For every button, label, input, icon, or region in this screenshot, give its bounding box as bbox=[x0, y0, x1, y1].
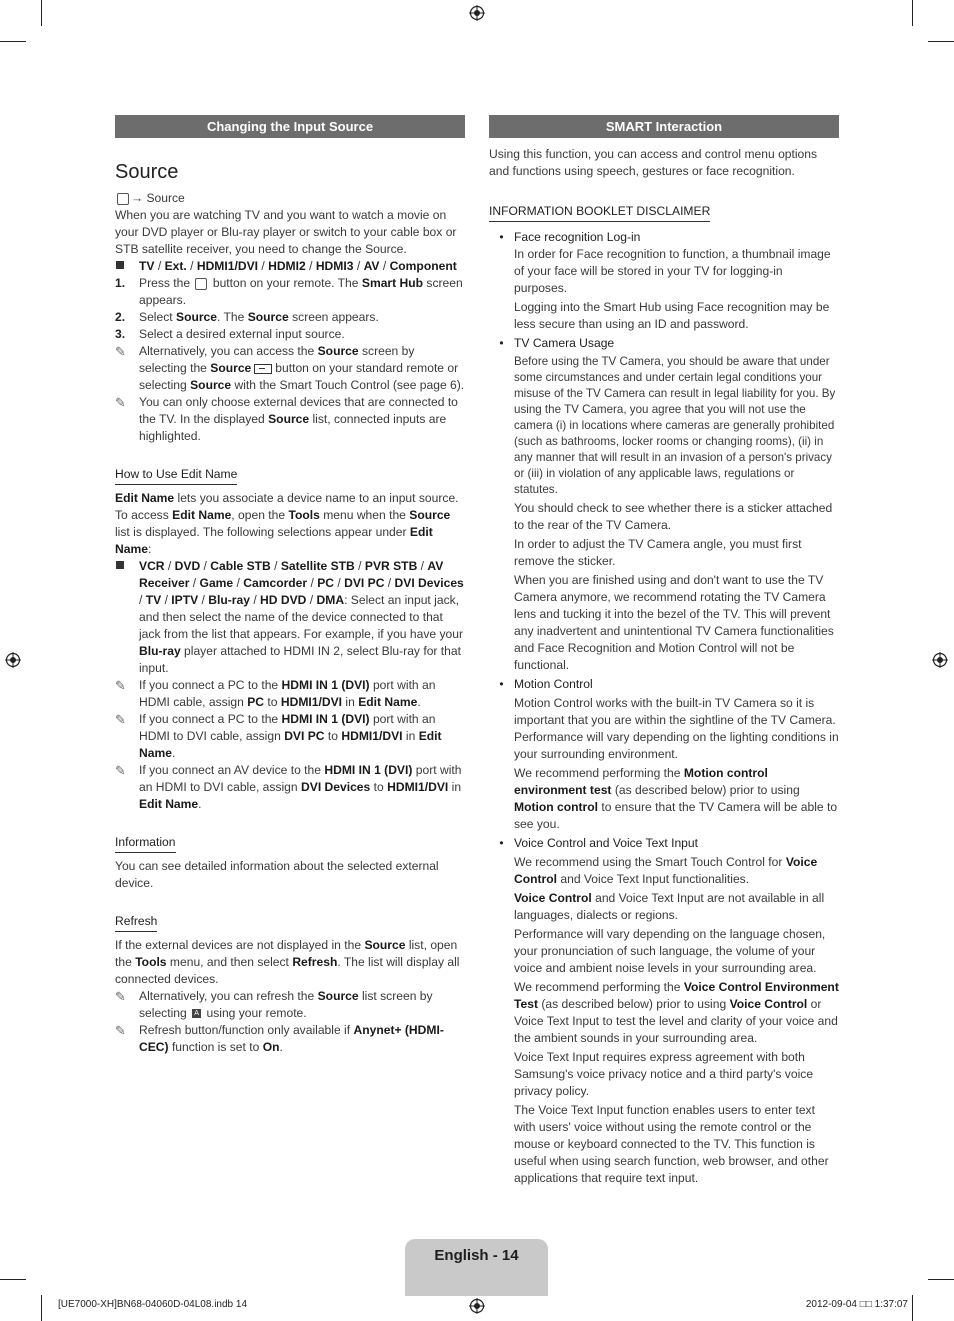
a-button-icon: A bbox=[192, 1009, 201, 1018]
bullet-face-recognition: • Face recognition Log-in bbox=[489, 229, 839, 246]
subheading-information: Information bbox=[115, 834, 176, 853]
note: ✎ Refresh button/function only available if Anynet+ (HDMI-CEC) function is set to On. bbox=[115, 1023, 444, 1054]
page-number-tab bbox=[405, 1239, 548, 1296]
intro-paragraph: Using this function, you can access and control menu options and functions using speech, gestures or face recognition. bbox=[489, 147, 818, 178]
subheading-refresh: Refresh bbox=[115, 913, 157, 932]
bullet-icon: • bbox=[499, 836, 504, 850]
bullet-icon: • bbox=[499, 230, 504, 244]
source-list bbox=[115, 258, 465, 275]
note: ✎ You can only choose external devices that are connected to the TV. In the displayed Source list, connected inputs are highlighted. bbox=[115, 395, 458, 443]
note-pencil-icon: ✎ bbox=[115, 678, 126, 693]
information-paragraph: You can see detailed information about the selected external device. bbox=[115, 859, 439, 890]
footer-timestamp: 2012-09-04 □□ 1:37:07 bbox=[805, 1299, 908, 1310]
note-pencil-icon: ✎ bbox=[115, 763, 126, 778]
note: ✎ Alternatively, you can refresh the Source list screen by selecting A using your remote. bbox=[115, 989, 433, 1020]
crop-mark bbox=[41, 1295, 42, 1321]
registration-mark-icon bbox=[932, 652, 948, 668]
bullet-icon: • bbox=[499, 677, 504, 691]
step-2: 2. Select Source. The Source screen appears. bbox=[115, 310, 379, 324]
crop-mark bbox=[41, 0, 42, 26]
left-column bbox=[115, 115, 465, 1056]
bullet-motion-control: • Motion Control bbox=[489, 676, 839, 693]
edit-name-paragraph: Edit Name lets you associate a device name to an input source. To access Edit Name, open the Tools menu when the Source list is displayed. The following selections appear under Edit Name: bbox=[115, 491, 459, 556]
intro-paragraph: When you are watching TV and you want to watch a movie on your DVD player or Blu-ray player or switch to your cable box or STB satellite receiver, you need to change the Source. bbox=[115, 208, 457, 256]
bullet-tv-camera: • TV Camera Usage bbox=[489, 335, 839, 352]
section-header-smart-interaction: SMART Interaction bbox=[489, 115, 839, 138]
square-bullet-icon bbox=[115, 258, 139, 275]
bullet-icon: • bbox=[499, 336, 504, 350]
subheading-disclaimer: INFORMATION BOOKLET DISCLAIMER bbox=[489, 203, 710, 222]
registration-mark-icon bbox=[469, 1298, 485, 1314]
note: ✎ If you connect a PC to the HDMI IN 1 (DVI) port with an HDMI cable, assign PC to HDMI1/DVI in Edit Name. bbox=[115, 678, 436, 709]
note: ✎ If you connect a PC to the HDMI IN 1 (DVI) port with an HDMI to DVI cable, assign DVI PC to HDMI1/DVI in Edit Name. bbox=[115, 712, 442, 760]
crop-mark bbox=[0, 41, 26, 42]
crop-mark bbox=[0, 1279, 26, 1280]
note-pencil-icon: ✎ bbox=[115, 395, 126, 410]
source-button-icon bbox=[254, 364, 272, 374]
device-list: VCR / DVD / Cable STB / Satellite STB / PVR STB / AV Receiver / Game / Camcorder / PC / DVI PC / DVI Devices / TV / IPTV / Blu-ray / HD DVD / DMA: Select an input jack, and then select the name of the device connected to that jack from the list that appears. For example, if you have your Blu-ray player attached to HDMI IN 2, select Blu-ray for that input. bbox=[115, 558, 465, 677]
menu-path: → Source bbox=[115, 190, 465, 207]
crop-mark bbox=[912, 1295, 913, 1321]
page-number-label: English - 14 bbox=[434, 1247, 519, 1264]
crop-mark bbox=[928, 1279, 954, 1280]
subheading-edit-name: How to Use Edit Name bbox=[115, 466, 237, 485]
right-column: SMART Interaction Using this function, you can access and control menu options and functions using speech, gestures or face recognition. INFORMATION BOOKLET DISCLAIMER • Face recognition Log-in In order for Face recognition to function, a thumbnail image of your face will be stored in your TV for logging-in purposes. Logging into the Smart Hub using Face recognition may be less secure than using an ID and password. • TV Camera Usage Before using the TV Camera, you should be aware that under some circumstances and under certain legal conditions your misuse of the TV Camera can result in legal liability for you. By using the TV Camera, you agree that you will not use the camera (i) in locations where cameras are generally prohibited (such as bathrooms, locker rooms or changing rooms), (ii) in any manner that will result in an invasion of a person's privacy or (iii) in violation of any applicable laws, regulations or statutes. You should check to see whether there is a sticker attached to the rear of the TV Camera. In order to adjust the TV Camera angle, you must first remove the sticker. When you are finished using and don't want to use the TV Camera anymore, we recommend rotating the TV Camera lens and tucking it into the bezel of the TV. This will prevent any inadvertent and unintentional TV Camera functionalities and Face Recognition and Motion Control will not be functional. • Motion Control Motion Control works with the built-in TV Camera so it is important that you are within the sightline of the TV Camera. Performance will vary depending on the lighting conditions in your surrounding environment. We recommend performing the Motion control environment test (as described below) prior to using Motion control to ensure that the TV Camera will be able to see you. • Voice Control and Voice Text Input We recommend using the Smart Touch Control for Voice Control and Voice Text Input functionalities. Voice Control and Voice Text Input are not available in all languages, dialects or regions. Performance will vary depending on the language chosen, your pronunciation of such language, the volume of your voice and ambient noise levels in your surrounding area. We recommend performing the Voice Control Environment Test (as described below) prior to using Voice Control or Voice Text Input to test the level and clarity of your voice and the ambient sounds in your surrounding area. Voice Text Input requires express agreement with both Samsung's voice privacy notice and a third party's voice privacy policy. The Voice Text Input function enables users to enter text with users' voice without using the remote control or the mouse or keyboard connected to the TV. This function is useful when using search function, web browser, and other applications that require text input. bbox=[489, 115, 839, 1187]
step-3: 3. Select a desired external input source. bbox=[115, 327, 345, 341]
note-pencil-icon: ✎ bbox=[115, 989, 126, 1004]
section-header-input-source: Changing the Input Source bbox=[115, 115, 465, 138]
note-pencil-icon: ✎ bbox=[115, 1023, 126, 1038]
source-list-text: TV / Ext. / HDMI1/DVI / HDMI2 / HDMI3 / AV / Component bbox=[139, 259, 457, 273]
step-1: 1. Press the button on your remote. The Smart Hub screen appears. bbox=[115, 276, 463, 307]
bullet-voice-control: • Voice Control and Voice Text Input bbox=[489, 835, 839, 852]
smart-hub-icon bbox=[117, 193, 129, 205]
footer-file-info: [UE7000-XH]BN68-04060D-04L08.indb 14 bbox=[58, 1299, 248, 1310]
smart-hub-icon bbox=[195, 278, 207, 290]
crop-mark bbox=[912, 0, 913, 26]
note-pencil-icon: ✎ bbox=[115, 344, 126, 359]
note-pencil-icon: ✎ bbox=[115, 712, 126, 727]
page-title: Source bbox=[115, 161, 179, 183]
registration-mark-icon bbox=[469, 5, 485, 21]
note: ✎ If you connect an AV device to the HDMI IN 1 (DVI) port with an HDMI to DVI cable, assign DVI Devices to HDMI1/DVI in Edit Name. bbox=[115, 763, 462, 811]
square-bullet-icon bbox=[115, 558, 139, 677]
registration-mark-icon bbox=[5, 652, 21, 668]
note: ✎ Alternatively, you can access the Source screen by selecting the Source button on your standard remote or selecting Source with the Smart Touch Control (see page 6). bbox=[115, 344, 465, 392]
crop-mark bbox=[928, 41, 954, 42]
refresh-paragraph: If the external devices are not displayed in the Source list, open the Tools menu, and then select Refresh. The list will display all connected devices. bbox=[115, 938, 460, 986]
